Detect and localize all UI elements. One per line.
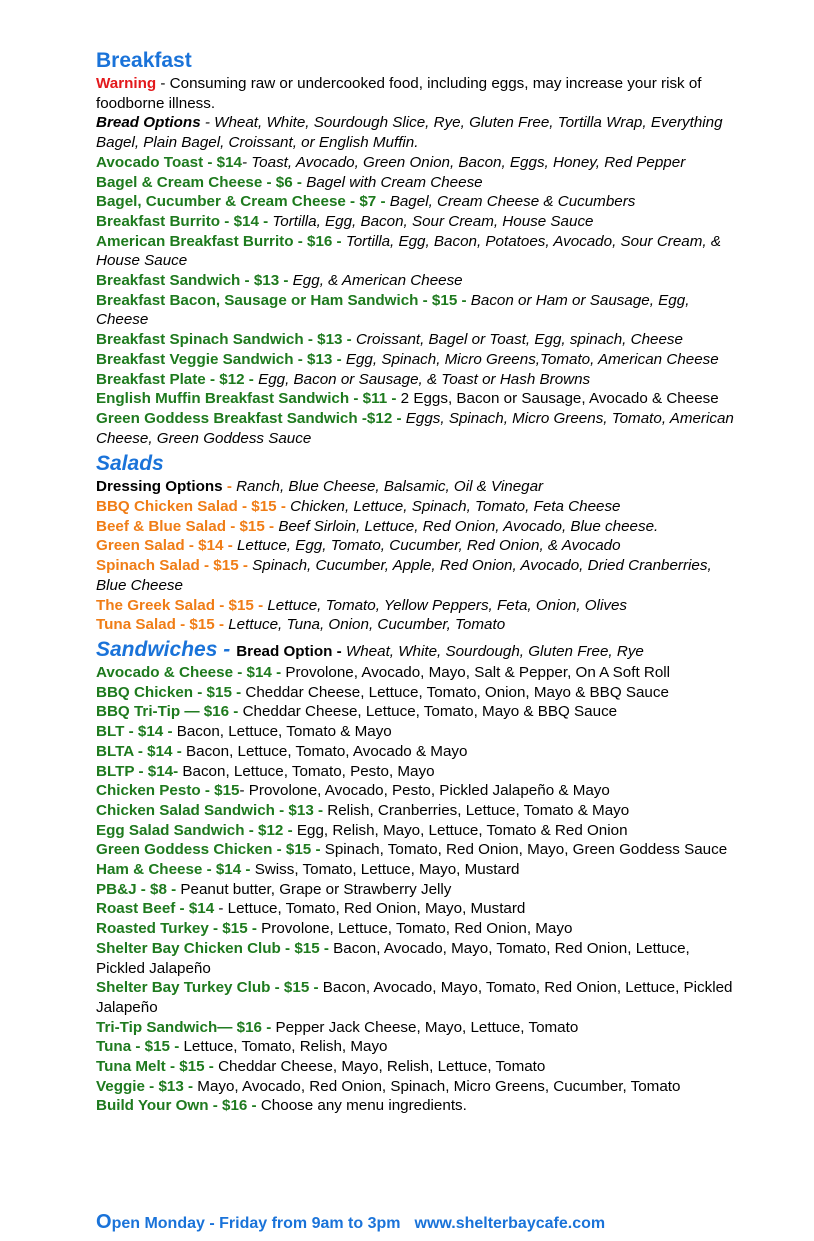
menu-item-name: Chicken Pesto - $15 (96, 782, 240, 800)
menu-item-description: Cheddar Cheese, Mayo, Relish, Lettuce, Tomato (218, 1058, 546, 1076)
bread-option-text: Wheat, White, Sourdough, Gluten Free, Rye (341, 642, 644, 660)
menu-item-description: Bagel, Cream Cheese & Cucumbers (389, 193, 636, 211)
menu-item-name: Breakfast Sandwich - $13 - (96, 272, 293, 290)
menu-page (96, 48, 736, 1116)
menu-item (96, 1096, 736, 1116)
menu-item-description: Bagel with Cream Cheese (306, 173, 483, 191)
menu-item-name: Green Goddess Breakfast Sandwich -$12 - (96, 409, 406, 427)
menu-item-description: Egg, & American Cheese (292, 272, 463, 290)
menu-item (96, 781, 736, 801)
menu-item-description: - Toast, Avocado, Green Onion, Bacon, Eggs, Honey, Red Pepper (242, 153, 686, 171)
breakfast-items (96, 153, 736, 449)
menu-item-name: Shelter Bay Turkey Club - $15 - (96, 979, 323, 997)
menu-item-description: - Lettuce, Tomato, Red Onion, Mayo, Mustard (218, 900, 526, 918)
menu-item-name: Breakfast Spinach Sandwich - $13 - (96, 331, 356, 349)
menu-item-name: Spinach Salad - $15 - (96, 557, 253, 575)
menu-item (96, 1018, 736, 1038)
menu-item (96, 702, 736, 722)
menu-item-description: Peanut butter, Grape or Strawberry Jelly (180, 880, 452, 898)
menu-item (96, 370, 736, 390)
sandwich-items (96, 663, 736, 1116)
menu-item-description: Spinach, Cucumber, Apple, Red Onion, Avocado, Dried Cranberries, Blue Cheese (96, 557, 712, 594)
menu-item-description: Bacon, Lettuce, Tomato & Mayo (176, 723, 392, 741)
menu-item-name: Bagel, Cucumber & Cream Cheese - $7 - (96, 193, 390, 211)
menu-item (96, 350, 736, 370)
menu-item-description: Bacon, Avocado, Mayo, Tomato, Red Onion, Lettuce, Pickled Jalapeño (96, 939, 690, 977)
menu-item (96, 860, 736, 880)
menu-item-name: BBQ Chicken Salad - $15 - (96, 498, 291, 516)
menu-item-name: Breakfast Plate - $12 - (96, 370, 259, 388)
menu-item (96, 291, 736, 330)
menu-item-description: Provolone, Avocado, Mayo, Salt & Pepper, On A Soft Roll (285, 663, 671, 681)
menu-item-name: BLTA - $14 - (96, 742, 187, 760)
menu-item-name: Chicken Salad Sandwich - $13 - (96, 801, 328, 819)
menu-item-description: Lettuce, Tomato, Yellow Peppers, Feta, Onion, Olives (267, 596, 627, 614)
menu-item (96, 212, 736, 232)
menu-item-name: Tuna - $15 - (96, 1038, 184, 1056)
menu-item (96, 517, 736, 537)
warning-note (96, 74, 736, 113)
menu-item-description: Pepper Jack Cheese, Mayo, Lettuce, Tomato (275, 1018, 579, 1036)
menu-item-name: English Muffin Breakfast Sandwich - $11 - (96, 390, 401, 408)
menu-item-description: Beef Sirloin, Lettuce, Red Onion, Avocado, Blue cheese. (278, 517, 659, 535)
menu-item (96, 192, 736, 212)
menu-item (96, 978, 736, 1017)
menu-item (96, 389, 736, 409)
website-link[interactable]: www.shelterbaycafe.com (414, 1215, 606, 1232)
menu-item (96, 1057, 736, 1077)
menu-item-name: Tuna Melt - $15 - (96, 1058, 219, 1076)
menu-item (96, 330, 736, 350)
menu-item-name: Breakfast Veggie Sandwich - $13 - (96, 350, 346, 368)
menu-item (96, 271, 736, 291)
menu-item-name: American Breakfast Burrito - $16 - (96, 232, 346, 250)
menu-item-description: Bacon, Lettuce, Tomato, Pesto, Mayo (182, 762, 435, 780)
sandwiches-header (96, 637, 736, 663)
menu-item-description: Lettuce, Egg, Tomato, Cucumber, Red Onion, & Avocado (236, 537, 621, 555)
menu-item (96, 232, 736, 271)
menu-item-description: Swiss, Tomato, Lettuce, Mayo, Mustard (254, 861, 520, 879)
menu-item-description: Spinach, Tomato, Red Onion, Mayo, Green Goddess Sauce (324, 841, 728, 859)
menu-item (96, 615, 736, 635)
menu-item-description: Bacon, Lettuce, Tomato, Avocado & Mayo (186, 742, 468, 760)
menu-item-description: Lettuce, Tuna, Onion, Cucumber, Tomato (228, 616, 506, 634)
footer-first-letter: O (96, 1211, 112, 1233)
sandwiches-heading: Sandwiches - (96, 637, 231, 661)
menu-item-description: Bacon or Ham or Sausage, Egg, Cheese (96, 291, 690, 329)
dressing-options-text: Ranch, Blue Cheese, Balsamic, Oil & Vinegar (236, 478, 544, 496)
menu-item (96, 919, 736, 939)
menu-item-description: Chicken, Lettuce, Spinach, Tomato, Feta Cheese (290, 498, 621, 516)
menu-item (96, 556, 736, 595)
menu-item-name: BLT - $14 - (96, 723, 177, 741)
menu-item-description: Mayo, Avocado, Red Onion, Spinach, Micro Greens, Cucumber, Tomato (197, 1077, 681, 1095)
menu-item-name: Roasted Turkey - $15 - (96, 920, 262, 938)
menu-item (96, 409, 736, 448)
menu-item-name: Green Salad - $14 - (96, 537, 237, 555)
salad-items (96, 497, 736, 635)
dressing-options-label: Dressing Options (96, 478, 223, 496)
menu-item-name: Tri-Tip Sandwich— $16 - (96, 1018, 276, 1036)
menu-item (96, 683, 736, 703)
menu-item (96, 663, 736, 683)
menu-item-name: Shelter Bay Chicken Club - $15 - (96, 939, 334, 957)
menu-item-description: Lettuce, Tomato, Relish, Mayo (183, 1038, 388, 1056)
menu-item-name: Egg Salad Sandwich - $12 - (96, 821, 297, 839)
menu-item-description: Eggs, Spinach, Micro Greens, Tomato, American Cheese, Green Goddess Sauce (96, 409, 734, 447)
menu-item-description: Relish, Cranberries, Lettuce, Tomato & Mayo (327, 801, 630, 819)
menu-item (96, 1037, 736, 1057)
bread-options-text: - Wheat, White, Sourdough Slice, Rye, Gluten Free, Tortilla Wrap, Everything Bagel, Plain Bagel, Croissant, or English Muffin. (96, 114, 723, 152)
menu-item (96, 939, 736, 978)
menu-item-description: Tortilla, Egg, Bacon, Potatoes, Avocado, Sour Cream, & House Sauce (96, 232, 721, 270)
warning-text: - Consuming raw or undercooked food, including eggs, may increase your risk of foodborne illness. (96, 75, 702, 112)
menu-item (96, 722, 736, 742)
menu-item (96, 536, 736, 556)
menu-item-name: Bagel & Cream Cheese - $6 - (96, 173, 307, 191)
menu-item (96, 899, 736, 919)
menu-item-name: Tuna Salad - $15 - (96, 616, 229, 634)
menu-item-name: Avocado Toast - $14 (96, 153, 243, 171)
menu-item (96, 762, 736, 782)
menu-item-name: Breakfast Bacon, Sausage or Ham Sandwich - $15 - (96, 291, 471, 309)
menu-item-description: - Provolone, Avocado, Pesto, Pickled Jalapeño & Mayo (239, 782, 610, 800)
bread-option-label: Bread Option - (236, 642, 342, 660)
menu-item (96, 173, 736, 193)
menu-item-description: Bacon, Avocado, Mayo, Tomato, Red Onion, Lettuce, Pickled Jalapeño (96, 979, 733, 1016)
menu-item-name: Ham & Cheese - $14 - (96, 861, 255, 879)
menu-item (96, 1077, 736, 1097)
menu-item-name: BBQ Tri-Tip — $16 - (96, 703, 243, 721)
menu-item-name: BBQ Chicken - $15 - (96, 683, 246, 701)
menu-item-description: Cheddar Cheese, Lettuce, Tomato, Mayo & BBQ Sauce (242, 703, 618, 721)
menu-item-description: Egg, Bacon or Sausage, & Toast or Hash Browns (258, 370, 591, 388)
menu-item (96, 596, 736, 616)
menu-item-description: Tortilla, Egg, Bacon, Sour Cream, House Sauce (272, 212, 594, 230)
menu-item-name: Avocado & Cheese - $14 - (96, 663, 286, 681)
menu-item-description: Croissant, Bagel or Toast, Egg, spinach, Cheese (355, 331, 683, 349)
menu-item-description: Cheddar Cheese, Lettuce, Tomato, Onion, Mayo & BBQ Sauce (245, 683, 669, 701)
menu-item-name: Veggie - $13 - (96, 1077, 198, 1095)
salads-heading: Salads (96, 452, 164, 476)
menu-item (96, 497, 736, 517)
breakfast-heading: Breakfast (96, 49, 192, 72)
menu-item-name: The Greek Salad - $15 - (96, 596, 268, 614)
menu-item-name: Build Your Own - $16 - (96, 1097, 261, 1115)
menu-item-description: Egg, Relish, Mayo, Lettuce, Tomato & Red Onion (296, 821, 628, 839)
footer-hours: pen Monday - Friday from 9am to 3pm (111, 1215, 401, 1232)
warning-label: Warning (96, 75, 157, 92)
menu-item-description: Provolone, Lettuce, Tomato, Red Onion, Mayo (261, 920, 573, 938)
menu-item-name: Roast Beef - $14 (96, 900, 219, 918)
menu-item-name: BLTP - $14- (96, 762, 183, 780)
menu-item-description: Egg, Spinach, Micro Greens,Tomato, American Cheese (345, 350, 719, 368)
menu-item-name: PB&J - $8 - (96, 880, 181, 898)
bread-options (96, 113, 736, 152)
menu-item (96, 742, 736, 762)
footer (96, 1211, 736, 1234)
menu-item (96, 880, 736, 900)
menu-item-name: Green Goddess Chicken - $15 - (96, 841, 325, 859)
menu-item (96, 801, 736, 821)
menu-item-description: 2 Eggs, Bacon or Sausage, Avocado & Cheese (400, 390, 719, 408)
menu-item (96, 840, 736, 860)
bread-options-label: Bread Options (96, 114, 201, 132)
dressing-options: Dressing Options - Ranch, Blue Cheese, Balsamic, Oil & Vinegar (96, 478, 544, 496)
menu-item-description: Choose any menu ingredients. (260, 1097, 467, 1115)
menu-item (96, 821, 736, 841)
menu-item-name: Beef & Blue Salad - $15 - (96, 517, 279, 535)
menu-item-name: Breakfast Burrito - $14 - (96, 212, 273, 230)
menu-item (96, 153, 736, 173)
